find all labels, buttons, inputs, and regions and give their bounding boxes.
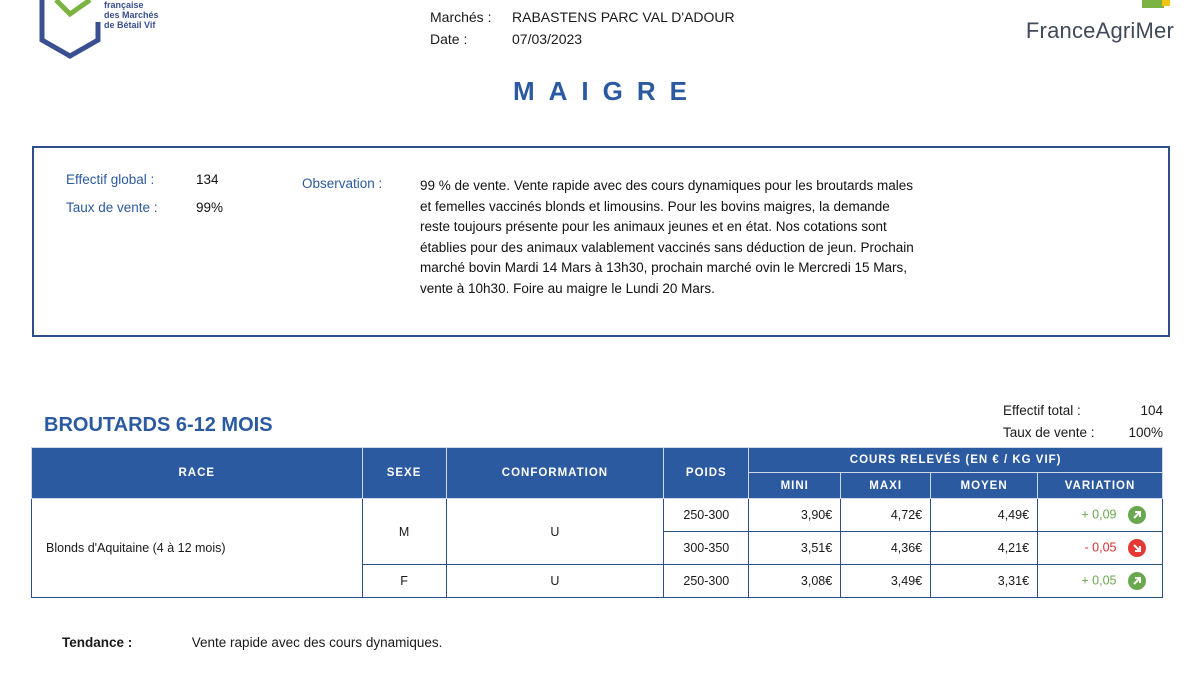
sexe-cell: M (362, 499, 446, 565)
header-maxi: MAXI (841, 473, 931, 499)
table-row (32, 499, 1163, 532)
tendance-text: Vente rapide avec des cours dynamiques. (191, 635, 443, 650)
summary-box (32, 146, 1170, 337)
section-title: BROUTARDS 6-12 MOIS (44, 414, 273, 436)
franceagrimer-logo (1004, 0, 1174, 50)
conformation-cell: U (446, 565, 664, 598)
mini-cell: 3,51€ (749, 532, 841, 565)
variation-cell (1038, 532, 1163, 565)
date-value: 07/03/2023 (512, 31, 583, 47)
header-mini: MINI (749, 473, 841, 499)
tendance-row (62, 635, 442, 650)
header-variation: VARIATION (1038, 473, 1163, 499)
header-moyen: MOYEN (931, 473, 1038, 499)
effectif-global-stat (66, 172, 219, 187)
logo-mark-icon (1162, 0, 1170, 6)
maxi-cell: 4,36€ (841, 532, 931, 565)
section-stats (1003, 400, 1163, 444)
header-conformation: CONFORMATION (446, 448, 664, 499)
effectif-global-value: 134 (196, 172, 219, 187)
poids-cell: 250-300 (664, 499, 749, 532)
logo-mark-icon (1142, 0, 1164, 8)
arrow-up-icon (1128, 572, 1146, 590)
logo-line: de Bétail Vif (104, 20, 156, 30)
observation-text: 99 % de vente. Vente rapide avec des cours dynamiques pour les broutards males et femelles vaccinés blonds et limousins. Pour les bovins maigres, la demande reste toujours présente pour les animaux jeunes et en état. Nos cotations sont établies pour des animaux valablement vaccinés sans déduction de jeun. Prochain marché bovin Mardi 14 Mars à 13h30, prochain marché ovin le Mercredi 15 Mars, vente à 10h30. Foire au maigre le Lundi 20 Mars. (420, 178, 914, 296)
variation-value: + 0,09 (1081, 507, 1117, 522)
variation-cell (1038, 565, 1163, 598)
moyen-cell: 4,21€ (931, 532, 1038, 565)
section-taux-label: Taux de vente : (1003, 425, 1095, 440)
federation-logo (34, 0, 224, 60)
market-label: Marchés : (430, 9, 492, 25)
mini-cell: 3,90€ (749, 499, 841, 532)
taux-vente-stat (66, 200, 224, 215)
header-poids: POIDS (664, 448, 749, 499)
arrow-up-icon (1128, 506, 1146, 524)
tendance-label: Tendance : (62, 635, 133, 650)
race-cell: Blonds d'Aquitaine (4 à 12 mois) (32, 499, 363, 598)
logo-line: des Marchés (104, 10, 159, 20)
poids-cell: 300-350 (664, 532, 749, 565)
arrow-down-icon (1128, 539, 1146, 557)
sexe-cell: F (362, 565, 446, 598)
variation-cell (1038, 499, 1163, 532)
date-label: Date : (430, 31, 468, 47)
franceagrimer-logo-text: FranceAgriMer (1025, 18, 1174, 43)
page-title: MAIGRE (513, 76, 701, 106)
federation-logo-text (104, 0, 159, 30)
market-info (430, 6, 735, 50)
header-sexe: SEXE (362, 448, 446, 499)
taux-vente-label: Taux de vente : (66, 200, 158, 215)
effectif-global-label: Effectif global : (66, 172, 155, 187)
header-cours: COURS RELEVÉS (EN € / KG VIF) (749, 448, 1163, 473)
mini-cell: 3,08€ (749, 565, 841, 598)
effectif-total-value: 104 (1140, 403, 1163, 418)
variation-value: - 0,05 (1084, 540, 1117, 555)
poids-cell: 250-300 (664, 565, 749, 598)
conformation-cell: U (446, 499, 664, 565)
logo-line: française (104, 0, 144, 10)
observation-label: Observation : (302, 176, 383, 191)
moyen-cell: 3,31€ (931, 565, 1038, 598)
moyen-cell: 4,49€ (931, 499, 1038, 532)
maxi-cell: 4,72€ (841, 499, 931, 532)
variation-value: + 0,05 (1081, 573, 1117, 588)
section-taux-value: 100% (1128, 425, 1163, 440)
market-value: RABASTENS PARC VAL D'ADOUR (512, 9, 735, 25)
maxi-cell: 3,49€ (841, 565, 931, 598)
header-race: RACE (32, 448, 363, 499)
effectif-total-label: Effectif total : (1003, 403, 1081, 418)
prices-table (31, 447, 1163, 598)
federation-logo-icon (34, 0, 104, 60)
taux-vente-value: 99% (196, 200, 224, 215)
